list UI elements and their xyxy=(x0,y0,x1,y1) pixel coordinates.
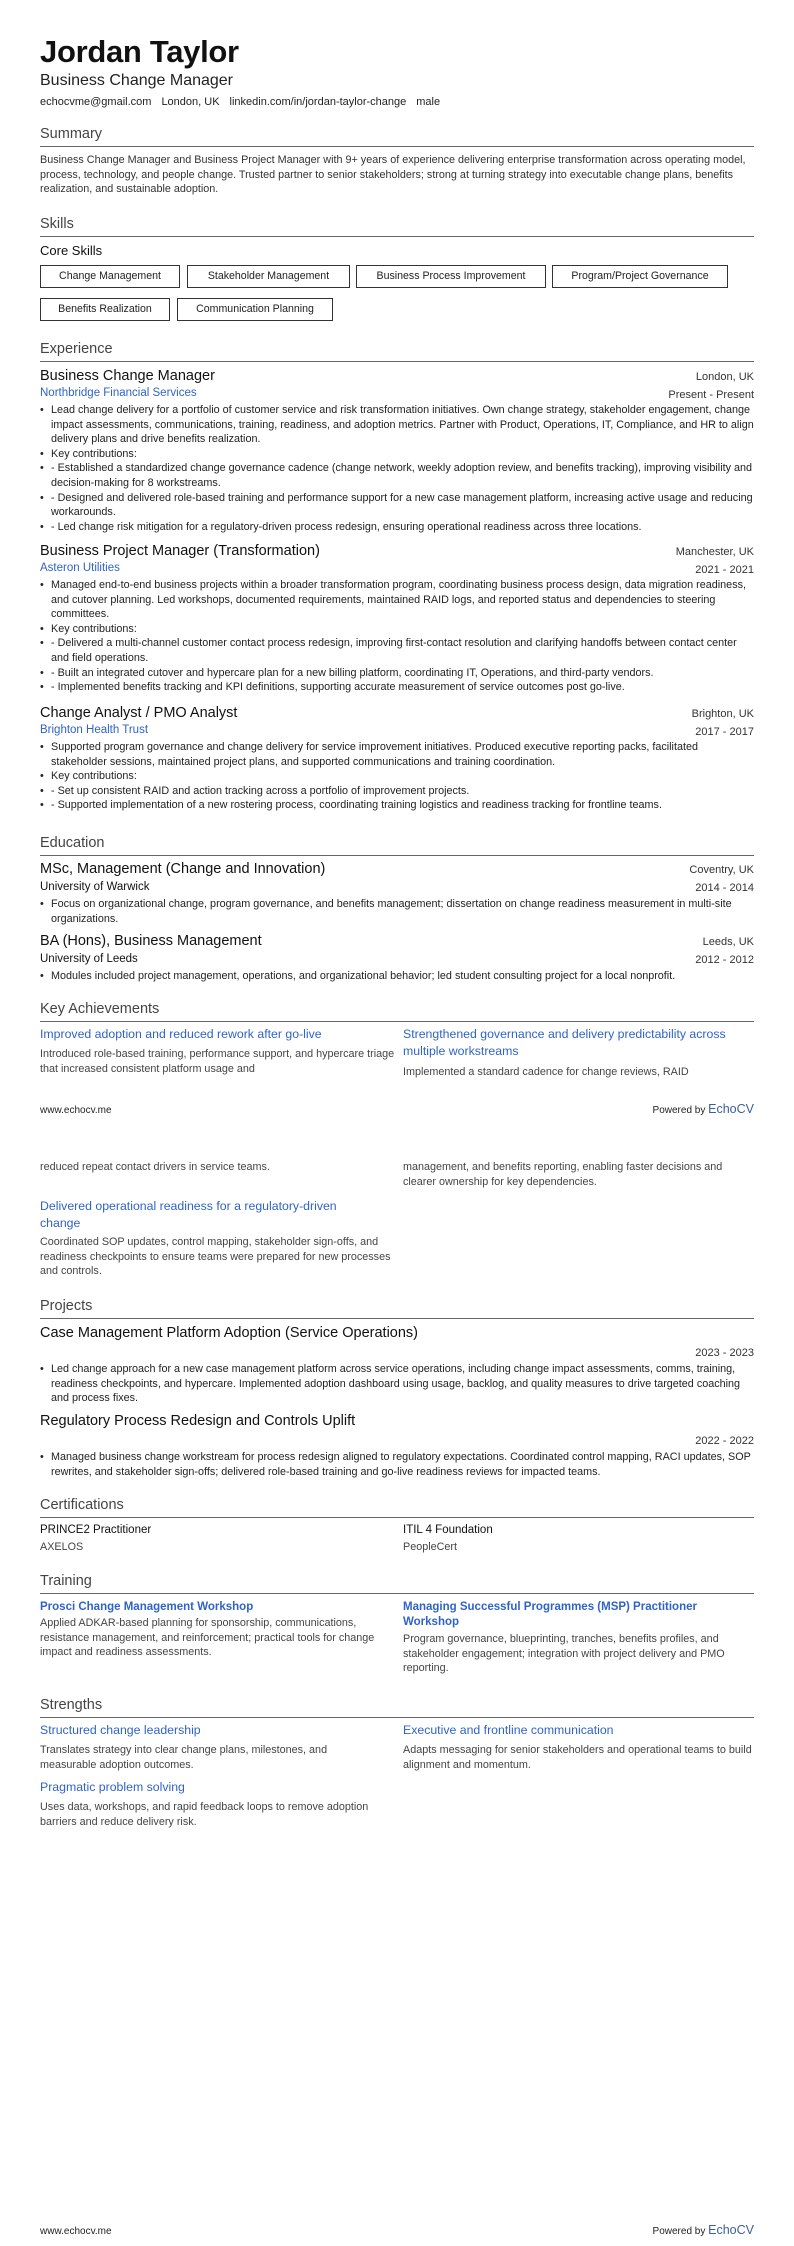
list-item: • - Supported implementation of a new rostering process, coordinating training logistics and readiness tracking for frontline teams. xyxy=(40,798,754,813)
list-item: • Led change approach for a new case management platform across service operations, including change impact assessments, comms, training, readiness checkpoints, and hypercare. Implemented adoption dashboard using usage, backlog, and quality measures to drive targeted coaching and process fixes. xyxy=(40,1362,754,1406)
skill-chip: Change Management xyxy=(40,265,180,288)
job-company: Asteron Utilities xyxy=(40,562,120,574)
footer-url[interactable]: www.echocv.me xyxy=(40,1105,112,1116)
experience-heading: Experience xyxy=(40,341,113,357)
candidate-title: Business Change Manager xyxy=(40,72,234,89)
degree-title: BA (Hons), Business Management xyxy=(40,933,262,949)
contact-email[interactable]: echocvme@gmail.com xyxy=(40,96,152,108)
summary-divider xyxy=(40,146,754,147)
certification-issuer: AXELOS xyxy=(40,1541,84,1553)
certification-issuer: PeopleCert xyxy=(403,1541,458,1553)
project-name: Regulatory Process Redesign and Controls Uplift xyxy=(40,1413,356,1429)
achievement-text-continued: reduced repeat contact drivers in service teams. xyxy=(40,1161,270,1173)
list-item: • - Established a standardized change governance cadence (change network, weekly adoption review, and benefits tracking), improving visibility and decision-making for 8 workstreams. xyxy=(40,461,754,490)
education-bullets xyxy=(40,969,754,984)
contact-line xyxy=(40,96,440,108)
skills-heading: Skills xyxy=(40,216,74,232)
powered-by-label: Powered by xyxy=(652,2226,706,2237)
list-item: • Modules included project management, operations, and organizational behavior; led student consulting project for a local nonprofit. xyxy=(40,969,754,984)
strength-title: Pragmatic problem solving xyxy=(40,1780,185,1794)
footer-url[interactable]: www.echocv.me xyxy=(40,2226,112,2237)
education-divider xyxy=(40,855,754,856)
strengths-divider xyxy=(40,1717,754,1718)
list-item: • Key contributions: xyxy=(40,447,754,462)
project-dates: 2023 - 2023 xyxy=(695,1347,754,1359)
achievements-divider xyxy=(40,1021,754,1022)
strength-title: Structured change leadership xyxy=(40,1723,201,1737)
training-divider xyxy=(40,1593,754,1594)
achievement-text-continued: management, and benefits reporting, enabling faster decisions and clearer ownership for key dependencies. xyxy=(403,1161,723,1188)
job-location: Manchester, UK xyxy=(675,546,754,558)
project-name: Case Management Platform Adoption (Service Operations) xyxy=(40,1325,418,1341)
certifications-divider xyxy=(40,1517,754,1518)
strength-text: Translates strategy into clear change plans, milestones, and measurable adoption outcomes. xyxy=(40,1744,328,1771)
job-location: Brighton, UK xyxy=(691,708,754,720)
skill-chip: Program/Project Governance xyxy=(552,265,728,288)
list-item: • - Designed and delivered role-based training and performance support for a new case management platform, increasing active usage and reducing workarounds. xyxy=(40,491,754,520)
strength-text: Adapts messaging for senior stakeholders and operational teams to build alignment and momentum. xyxy=(403,1744,752,1771)
achievement-title: Improved adoption and reduced rework after go-live xyxy=(40,1027,322,1041)
training-title: Managing Successful Programmes (MSP) Practitioner Workshop xyxy=(403,1601,697,1628)
contact-gender: male xyxy=(416,96,441,108)
achievement-text: Introduced role-based training, performance support, and hypercare triage that increased consistent platform usage and xyxy=(40,1048,395,1075)
education-bullets xyxy=(40,897,754,926)
list-item: • Focus on organizational change, program governance, and benefits management; dissertation on change readiness measurement in multi-site organizations. xyxy=(40,897,754,926)
strengths-heading: Strengths xyxy=(40,1697,103,1713)
brand-logo[interactable]: EchoCV xyxy=(708,1102,754,1116)
skill-chip: Stakeholder Management xyxy=(187,265,350,288)
achievement-text: Coordinated SOP updates, control mapping, stakeholder sign-offs, and readiness checkpoints to ensure teams were prepared for new processes and controls. xyxy=(40,1236,391,1278)
list-item: • - Delivered a multi-channel customer contact process redesign, improving first-contact resolution and clarifying handoffs between contact center and field operations. xyxy=(40,636,754,665)
projects-divider xyxy=(40,1318,754,1319)
list-item: • Key contributions: xyxy=(40,769,754,784)
project-bullets xyxy=(40,1362,754,1406)
skills-group-title: Core Skills xyxy=(40,243,103,258)
education-dates: 2014 - 2014 xyxy=(695,882,754,894)
education-location: Coventry, UK xyxy=(689,864,754,876)
certification-name: ITIL 4 Foundation xyxy=(403,1524,493,1536)
job-role: Change Analyst / PMO Analyst xyxy=(40,705,238,721)
training-heading: Training xyxy=(40,1573,92,1589)
skill-chip: Business Process Improvement xyxy=(356,265,546,288)
skill-chip: Benefits Realization xyxy=(40,298,170,321)
summary-heading: Summary xyxy=(40,126,103,142)
certification-name: PRINCE2 Practitioner xyxy=(40,1524,152,1536)
project-dates: 2022 - 2022 xyxy=(695,1435,754,1447)
training-title: Prosci Change Management Workshop xyxy=(40,1601,254,1613)
list-item: • Managed business change workstream for process redesign aligned to regulatory expectations. Coordinated control mapping, RACI updates, SOP rewrites, and stakeholder sign-offs; delivered role-based training and go-live readiness reviews for impacted teams. xyxy=(40,1450,754,1479)
skills-divider xyxy=(40,236,754,237)
list-item: • Supported program governance and change delivery for service improvement initiatives. Produced executive reporting packs, facilitated stakeholder sessions, maintained project plans, and supported communications and training coordination. xyxy=(40,740,754,769)
project-bullets xyxy=(40,1450,754,1479)
experience-divider xyxy=(40,361,754,362)
job-company: Brighton Health Trust xyxy=(40,724,149,736)
job-bullets xyxy=(40,403,754,534)
contact-linkedin[interactable]: linkedin.com/in/jordan-taylor-change xyxy=(229,96,407,108)
achievement-text: Implemented a standard cadence for change reviews, RAID xyxy=(403,1066,689,1078)
job-bullets xyxy=(40,740,754,813)
list-item: • Managed end-to-end business projects within a broader transformation program, coordinating business process design, data migration readiness, and cutover planning. Led workshops, documented requirements, maintained RAID logs, and reported status and dependencies to steering committees. xyxy=(40,578,754,622)
list-item: • - Built an integrated cutover and hypercare plan for a new billing platform, coordinating IT, Operations, and third-party vendors. xyxy=(40,666,754,681)
list-item: • - Set up consistent RAID and action tracking across a portfolio of improvement projects. xyxy=(40,784,754,799)
job-role: Business Project Manager (Transformation) xyxy=(40,543,320,559)
achievement-title: Delivered operational readiness for a regulatory-driven change xyxy=(40,1199,337,1230)
skill-chip: Communication Planning xyxy=(177,298,333,321)
contact-location: London, UK xyxy=(161,96,220,108)
job-bullets xyxy=(40,578,754,695)
powered-by xyxy=(653,2223,754,2237)
job-company: Northbridge Financial Services xyxy=(40,387,197,399)
candidate-name: Jordan Taylor xyxy=(40,34,239,69)
training-text: Program governance, blueprinting, tranches, benefits profiles, and stakeholder engagement; integration with project delivery and PMO reporting. xyxy=(403,1633,725,1675)
job-role: Business Change Manager xyxy=(40,368,215,384)
job-dates: 2021 - 2021 xyxy=(695,564,754,576)
school-name: University of Warwick xyxy=(40,881,150,893)
degree-title: MSc, Management (Change and Innovation) xyxy=(40,861,326,877)
list-item: • Key contributions: xyxy=(40,622,754,637)
powered-by-label: Powered by xyxy=(652,1105,706,1116)
achievements-heading: Key Achievements xyxy=(40,1001,160,1017)
strength-title: Executive and frontline communication xyxy=(403,1723,614,1737)
education-dates: 2012 - 2012 xyxy=(695,954,754,966)
brand-logo[interactable]: EchoCV xyxy=(708,2223,754,2237)
job-location: London, UK xyxy=(695,371,754,383)
certifications-heading: Certifications xyxy=(40,1497,124,1513)
achievement-title: Strengthened governance and delivery predictability across multiple workstreams xyxy=(403,1027,726,1058)
school-name: University of Leeds xyxy=(40,953,138,965)
job-dates: 2017 - 2017 xyxy=(695,726,754,738)
strength-text: Uses data, workshops, and rapid feedback loops to remove adoption barriers and reduce delivery risk. xyxy=(40,1801,369,1828)
education-heading: Education xyxy=(40,835,105,851)
powered-by xyxy=(653,1102,754,1116)
list-item: • - Implemented benefits tracking and KPI definitions, supporting accurate measurement of service outcomes post go-live. xyxy=(40,680,754,695)
education-location: Leeds, UK xyxy=(702,936,754,948)
training-text: Applied ADKAR-based planning for sponsorship, communications, resistance management, and reinforcement; practical tools for change impact and readiness assessments. xyxy=(40,1617,375,1659)
job-dates: Present - Present xyxy=(668,389,754,401)
list-item: • - Led change risk mitigation for a regulatory-driven process redesign, ensuring operational readiness across three locations. xyxy=(40,520,754,535)
summary-text: Business Change Manager and Business Project Manager with 9+ years of experience delivering enterprise transformation across operating model, process, technology, and people change. Trusted partner to senior stakeholders; strong at turning strategy into executable change plans, benefits realization, and sustainable adoption. xyxy=(40,154,746,196)
projects-heading: Projects xyxy=(40,1298,93,1314)
list-item: • Lead change delivery for a portfolio of customer service and risk transformation initiatives. Own change strategy, stakeholder engagement, change impact assessments, communications, training, readiness, and adoption metrics. Partner with Product, Operations, IT, Compliance, and HR to align delivery plans and drive benefits realization. xyxy=(40,403,754,447)
